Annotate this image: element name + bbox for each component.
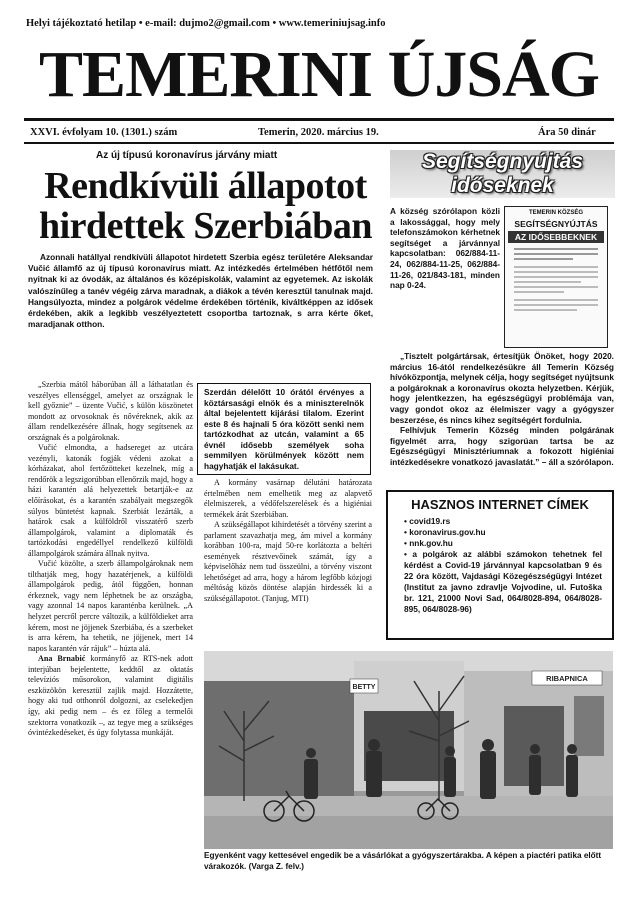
article-headline: Rendkívüli állapotot hirdettek Szerbiában bbox=[38, 165, 373, 247]
help-poster-image bbox=[504, 206, 608, 348]
link-text[interactable]: covid19.rs bbox=[409, 516, 451, 526]
issue-date: Temerin, 2020. március 19. bbox=[258, 127, 379, 138]
header-rule-bottom bbox=[24, 142, 614, 144]
photo-caption: Egyenként vagy kettesével engedik be a vásárlókat a gyógyszertárakba. A képen a piactéri patika előtt várakozók. (Varga Z. felv.) bbox=[204, 851, 602, 871]
useful-links-title: HASZNOS INTERNET CÍMEK bbox=[411, 497, 589, 512]
article-kicker: Az új típusú koronavírus járvány miatt bbox=[96, 150, 278, 161]
masthead-title: TEMERINI ÚJSÁG bbox=[39, 38, 599, 111]
pharmacy-photo bbox=[204, 651, 613, 849]
photo-illustration bbox=[204, 651, 613, 849]
help-intro: A község szórólapon közli a lakossággal, hogy mely telefonszámokon kérhetnek segítséget a járvánnyal kapcsolatban: 062/884-11-24, 062/884-11-25, 062/884-11-26, 021/843-181, minden nap 0-24. bbox=[390, 206, 500, 291]
tagline: Helyi tájékoztató hetilap • e-mail: dujmo2@gmail.com • www.temeriniujsag.info bbox=[26, 18, 386, 29]
article-lead: Azonnali hatállyal rendkívüli állapotot hirdetett Szerbia egész területére Aleksandar Vučić államfő az új típusú koronavírus miatt. Az intézkedés értelmében hétfőtől nem nyitnak ki az óvodák, az általános és középiskolák, valamint az egyetemek. Az iskolák valószínűleg a tanév végéig zárva maradnak, a diákok a tévén keresztül tanulnak majd. Hangsúlyozta, mindez a polgárok védelme érdekében történik, kiváltképpen az idősek érdekében, akik a legkibb veszélyeztetett csoportba tartoznak, s arra kérte őket, maradjanak otthon. bbox=[28, 252, 373, 330]
help-body bbox=[390, 351, 614, 468]
article-paragraph: „Szerbia mától háborúban áll a láthatatlan és veszélyes ellenséggel, amelyet az országnak le kell győznie” – üzente Vučić, s külön köszönetet mondott az orvosoknak és nővéreknek, akik az állam rendelkezésére állnak, hogy segítsenek az országnak és a polgároknak. bbox=[28, 380, 193, 442]
speaker-name: Ana Brnabić bbox=[38, 654, 86, 664]
photo-sign-right: RIBAPNICA bbox=[546, 674, 588, 683]
article-column-2 bbox=[204, 478, 372, 605]
link-text[interactable]: koronavirus.gov.hu bbox=[409, 527, 486, 537]
article-paragraph: Vučić közölte, a szerb állampolgároknak nem tilthatják meg, hogy hazatérjenek, a külföldi állampolgárok pedig, ától függően, honnan érkeznek, vagy nem léphetnek be az országba, vagy azonnal 14 napos karanténba kerülnek. „A helyzet percről percre változik, a külföldieket arra kérem, most ne jöjjenek Szerbiába, és a szerbeket is arra kérem, ha tehetik, ne jöjjenek, mert 14 napos karantén vár rájuk” – húzta alá. bbox=[28, 559, 193, 653]
article-column-1 bbox=[28, 380, 193, 739]
poster-text-placeholder bbox=[514, 248, 598, 311]
link-text[interactable]: nnk.gov.hu bbox=[409, 538, 453, 548]
help-title-line: időseknek bbox=[451, 174, 554, 197]
photo-sign-left: BETTY bbox=[352, 684, 376, 691]
article-paragraph: Ana Brnabić kormányfő az RTS-nek adott interjúban bejelentette, keddtől az oktatás televíziós műsorokon, valamint digitális eszközökön keresztül zajlik majd. Hozzátette, hogy aki tud otthonról dolgozni, az cselekedjen így, aki pedig nem – és ez főleg a termelői szektorra vonatkozik –, az tegye meg a szükséges óvintézkedéseket, és úgy folytassa munkáját. bbox=[28, 654, 193, 738]
curfew-box: Szerdán délelőtt 10 órától érvényes a köztársasági elnök és a miniszterelnök által bejelentett kijárási tilalom. Ezerint este 8 és hajnali 5 óra között senki nem tartózkodhat az utcán, valamint a 65 évnél idősebb személyek soha semmilyen körülmények között nem hagyhatják el lakásukat. bbox=[197, 383, 371, 475]
article-paragraph: Vučić elmondta, a hadsereget az utcára vezényli, katonák fogják védeni azokat a kórházakat, ahol fertőzötteket kezelnek, míg a rendőrök a legszigorúbban ellenőrzik majd, hogy a házi karantén alá helyezettek betartják-e az előírásokat, és a karantén szabályait megszegők súlyos büntetést kapnak. Szerbiát lezárták, a határok csak a külföldről visszatérő szerb állampolgárok, valamint a diplomaták és tartózkodási engedéllyel rendelkező külföldi állampolgárok számára állnak nyitva. bbox=[28, 443, 193, 558]
links-note-text: a polgárok az alábbi számokon tehetnek fel kérdést a Covid-19 járvánnyal kapcsolatban 9 és 22 óra között, Vajdasági Közegészségügyi Intézet (Institut za javno zdravlje Vojvodine, ul. Futoška br. 121, 21000 Novi Sad, 064/8028-894, 064/8028-895, 064/8028-96) bbox=[404, 549, 603, 614]
poster-line: SEGÍTSÉGNYÚJTÁS bbox=[514, 219, 598, 229]
poster-line: TEMERIN KÖZSÉG bbox=[528, 210, 583, 216]
link-item[interactable]: • covid19.rs bbox=[404, 516, 451, 526]
header-rule-top bbox=[24, 118, 614, 121]
links-note: • a polgárok az alábbi számokon tehetnek fel kérdést a Covid-19 járvánnyal kapcsolatban 9 és 22 óra között, Vajdasági Közegészségügyi Intézet (Institut za javno zdravlje Vojvodine, ul. Futoška br. 121, 21000 Novi Sad, 064/8028-894, 064/8028-895, 064/8028-96) bbox=[404, 549, 603, 614]
help-title bbox=[390, 150, 615, 198]
help-title-line: Segítségnyújtás bbox=[421, 150, 584, 173]
link-item[interactable]: • nnk.gov.hu bbox=[404, 538, 453, 548]
help-quote: „Tisztelt polgártársak, értesítjük Önöket, hogy 2020. március 16-ától rendelkezésükre áll Temerin Község hívóközpontja, melynek célja, hogy segítséget nyújtsunk a polgároknak a koronavírus okozta helyzetben. Kérjük, hogy jelentkezzen, ha egészségügyi problémája van, vagy gondot okoz az élelmiszer vagy a gyógyszer beszerzése, és nincs kihez segítségért fordulnia. bbox=[390, 351, 614, 425]
article-paragraph: A szükségállapot kihirdetését a törvény szerint a parlament szavazhatja meg, ám mivel a kormány korábban 100-ra, majd 50-re korlátozta a beltéri események résztvevőinek számát, így a képviselőház nem tud összeülni, a törvény viszont lehetőséget ad arra, hogy a három legfőbb közjogi méltóság közös döntése alapján hirdessék ki a szükségállapotot. (Tanjug, MTI) bbox=[204, 520, 372, 604]
help-closing: Felhívjuk Temerin Község minden polgárának figyelmét arra, hogy szigorúan tartsa be az Egészségügyi Minisztériumnak a fokozott higiéniai intézkedésekre vonatkozó javaslatát.” – áll a szórólapon. bbox=[390, 425, 614, 467]
useful-links-box bbox=[386, 490, 614, 640]
issue-number: XXVI. évfolyam 10. (1301.) szám bbox=[30, 127, 178, 138]
issue-price: Ára 50 dinár bbox=[538, 127, 596, 138]
poster-line: AZ IDŐSEBBEKNEK bbox=[508, 231, 604, 243]
link-item[interactable]: • koronavirus.gov.hu bbox=[404, 527, 486, 537]
article-paragraph: A kormány vasárnap délutáni határozata értelmében nem emelhetik meg az alapvető élelmiszerek, a védőfelszerelések és a higiéniai termékek árát Szerbiában. bbox=[204, 478, 372, 519]
